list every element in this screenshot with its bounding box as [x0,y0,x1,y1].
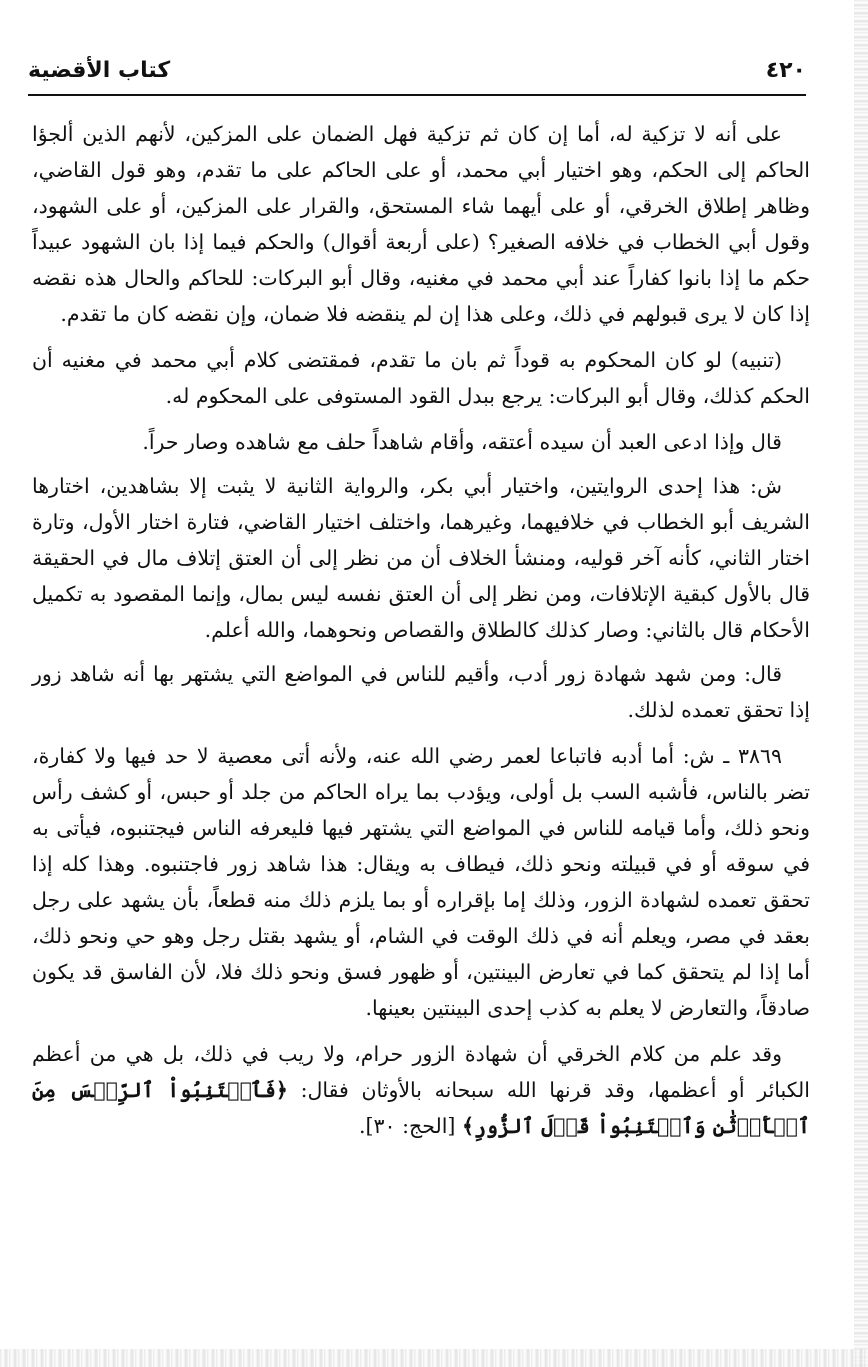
page-number: ٤٢٠ [765,58,806,83]
scan-edge-right [854,0,868,1367]
paragraph-7-text: وقد علم من كلام الخرقي أن شهادة الزور حرام، ولا ريب في ذلك، بل هي من أعظم الكبائر أو أعظمها، وقد قرنها الله سبحانه بالأوثان فقال: [32,1042,810,1102]
paragraph-4: ش: هذا إحدى الروايتين، واختيار أبي بكر، والرواية الثانية لا يثبت إلا بشاهدين، اختارها الشريف أبو الخطاب في خلافيهما، وغيرهما، واختلف اختيار القاضي، فتارة اختار الأول، وتارة اختار الثاني، كأنه آخر قوليه، ومنشأ الخلاف أن من نظر إلى أن العتق إتلاف مال في الحقيقة قال بالأول كبقية الإتلافات، ومن نظر إلى أن العتق نفسه ليس بمال، وإنما المقصود به تكميل الأحكام قال بالثاني: وصار كذلك كالطلاق والقصاص ونحوهما، والله أعلم. [32,474,810,642]
page-header [28,54,806,96]
paragraph-3: قال وإذا ادعى العبد أن سيده أعتقه، وأقام شاهداً حلف مع شاهده وصار حراً. [142,430,782,454]
verse-citation: [الحج: ٣٠]. [359,1114,456,1138]
paragraph-5: قال: ومن شهد شهادة زور أدب، وأقيم للناس في المواضع التي يشتهر بها أنه شاهد زور إذا تحقق تعمده لذلك. [32,662,810,722]
paragraph-1: على أنه لا تزكية له، أما إن كان ثم تزكية فهل الضمان على المزكين، لأنهم الذين ألجؤا الحاكم إلى الحكم، وهو اختيار أبي محمد، أو على الحاكم على ما تقدم، وهو قول القاضي، وظاهر إطلاق الخرقي، أو على أيهما شاء المستحق، والقرار على المزكين، أو على الشهود، وقول أبي الخطاب في خلافه الصغير؟ (على أربعة أقوال) والحكم فيما إذا بان الشهود عبيداً حكم ما إذا بانوا كفاراً عند أبي محمد في مغنيه، وقال أبو البركات: للحاكم والحال هذه نقضه إذا كان لا يرى قبولهم في ذلك، وعلى هذا إن لم ينقضه فلا ضمان، وإن نقضه كان ما تقدم. [32,122,810,326]
paragraph-7 [32,1036,810,1144]
running-title: كتاب الأقضية [28,58,171,83]
paragraph-2: (تنبيه) لو كان المحكوم به قوداً ثم بان ما تقدم، فمقتضى كلام أبي محمد في مغنيه أن الحكم كذلك، وقال أبو البركات: يرجع ببدل القود المستوفى على المحكوم له. [32,348,810,408]
quran-verse: ﴿فَٱجۡتَنِبُواْ ٱلرِّجۡسَ مِنَ ٱلۡأَوۡثَٰنِ وَٱجۡتَنِبُواْ قَوۡلَ ٱلزُّورِ﴾ [32,1078,810,1138]
page-body [32,116,810,1152]
paragraph-6: ٣٨٦٩ ـ ش: أما أدبه فاتباعا لعمر رضي الله عنه، ولأنه أتى معصية لا حد فيها ولا كفارة، تضر بالناس، فأشبه السب بل أولى، ويؤدب بما يراه الحاكم من جلد أو حبس، أو كشف رأس ونحو ذلك، وأما قيامه للناس في المواضع التي يشتهر فيها فليعرفه الناس فيجتنبوه، فيأتى به في سوقه أو في قبيلته ونحو ذلك، فيطاف به ويقال: هذا شاهد زور فاجتنبوه. وهذا كله إذا تحقق تعمده لشهادة الزور، وذلك إما بإقراره أو بما يلزم ذلك منه قطعاً، بأن يشهد على رجل بعقد في مصر، ويعلم أنه في ذلك الوقت في الشام، أو يشهد بقتل رجل وهو حي ونحو ذلك، أما إذا لم يتحقق كما في تعارض البينتين، أو ظهور فسق ونحو ذلك فلا، لأن الفاسق قد يكون صادقاً، والتعارض لا يعلم به كذب إحدى البينتين بعينها. [32,744,810,1020]
scan-edge-bottom [0,1349,868,1367]
